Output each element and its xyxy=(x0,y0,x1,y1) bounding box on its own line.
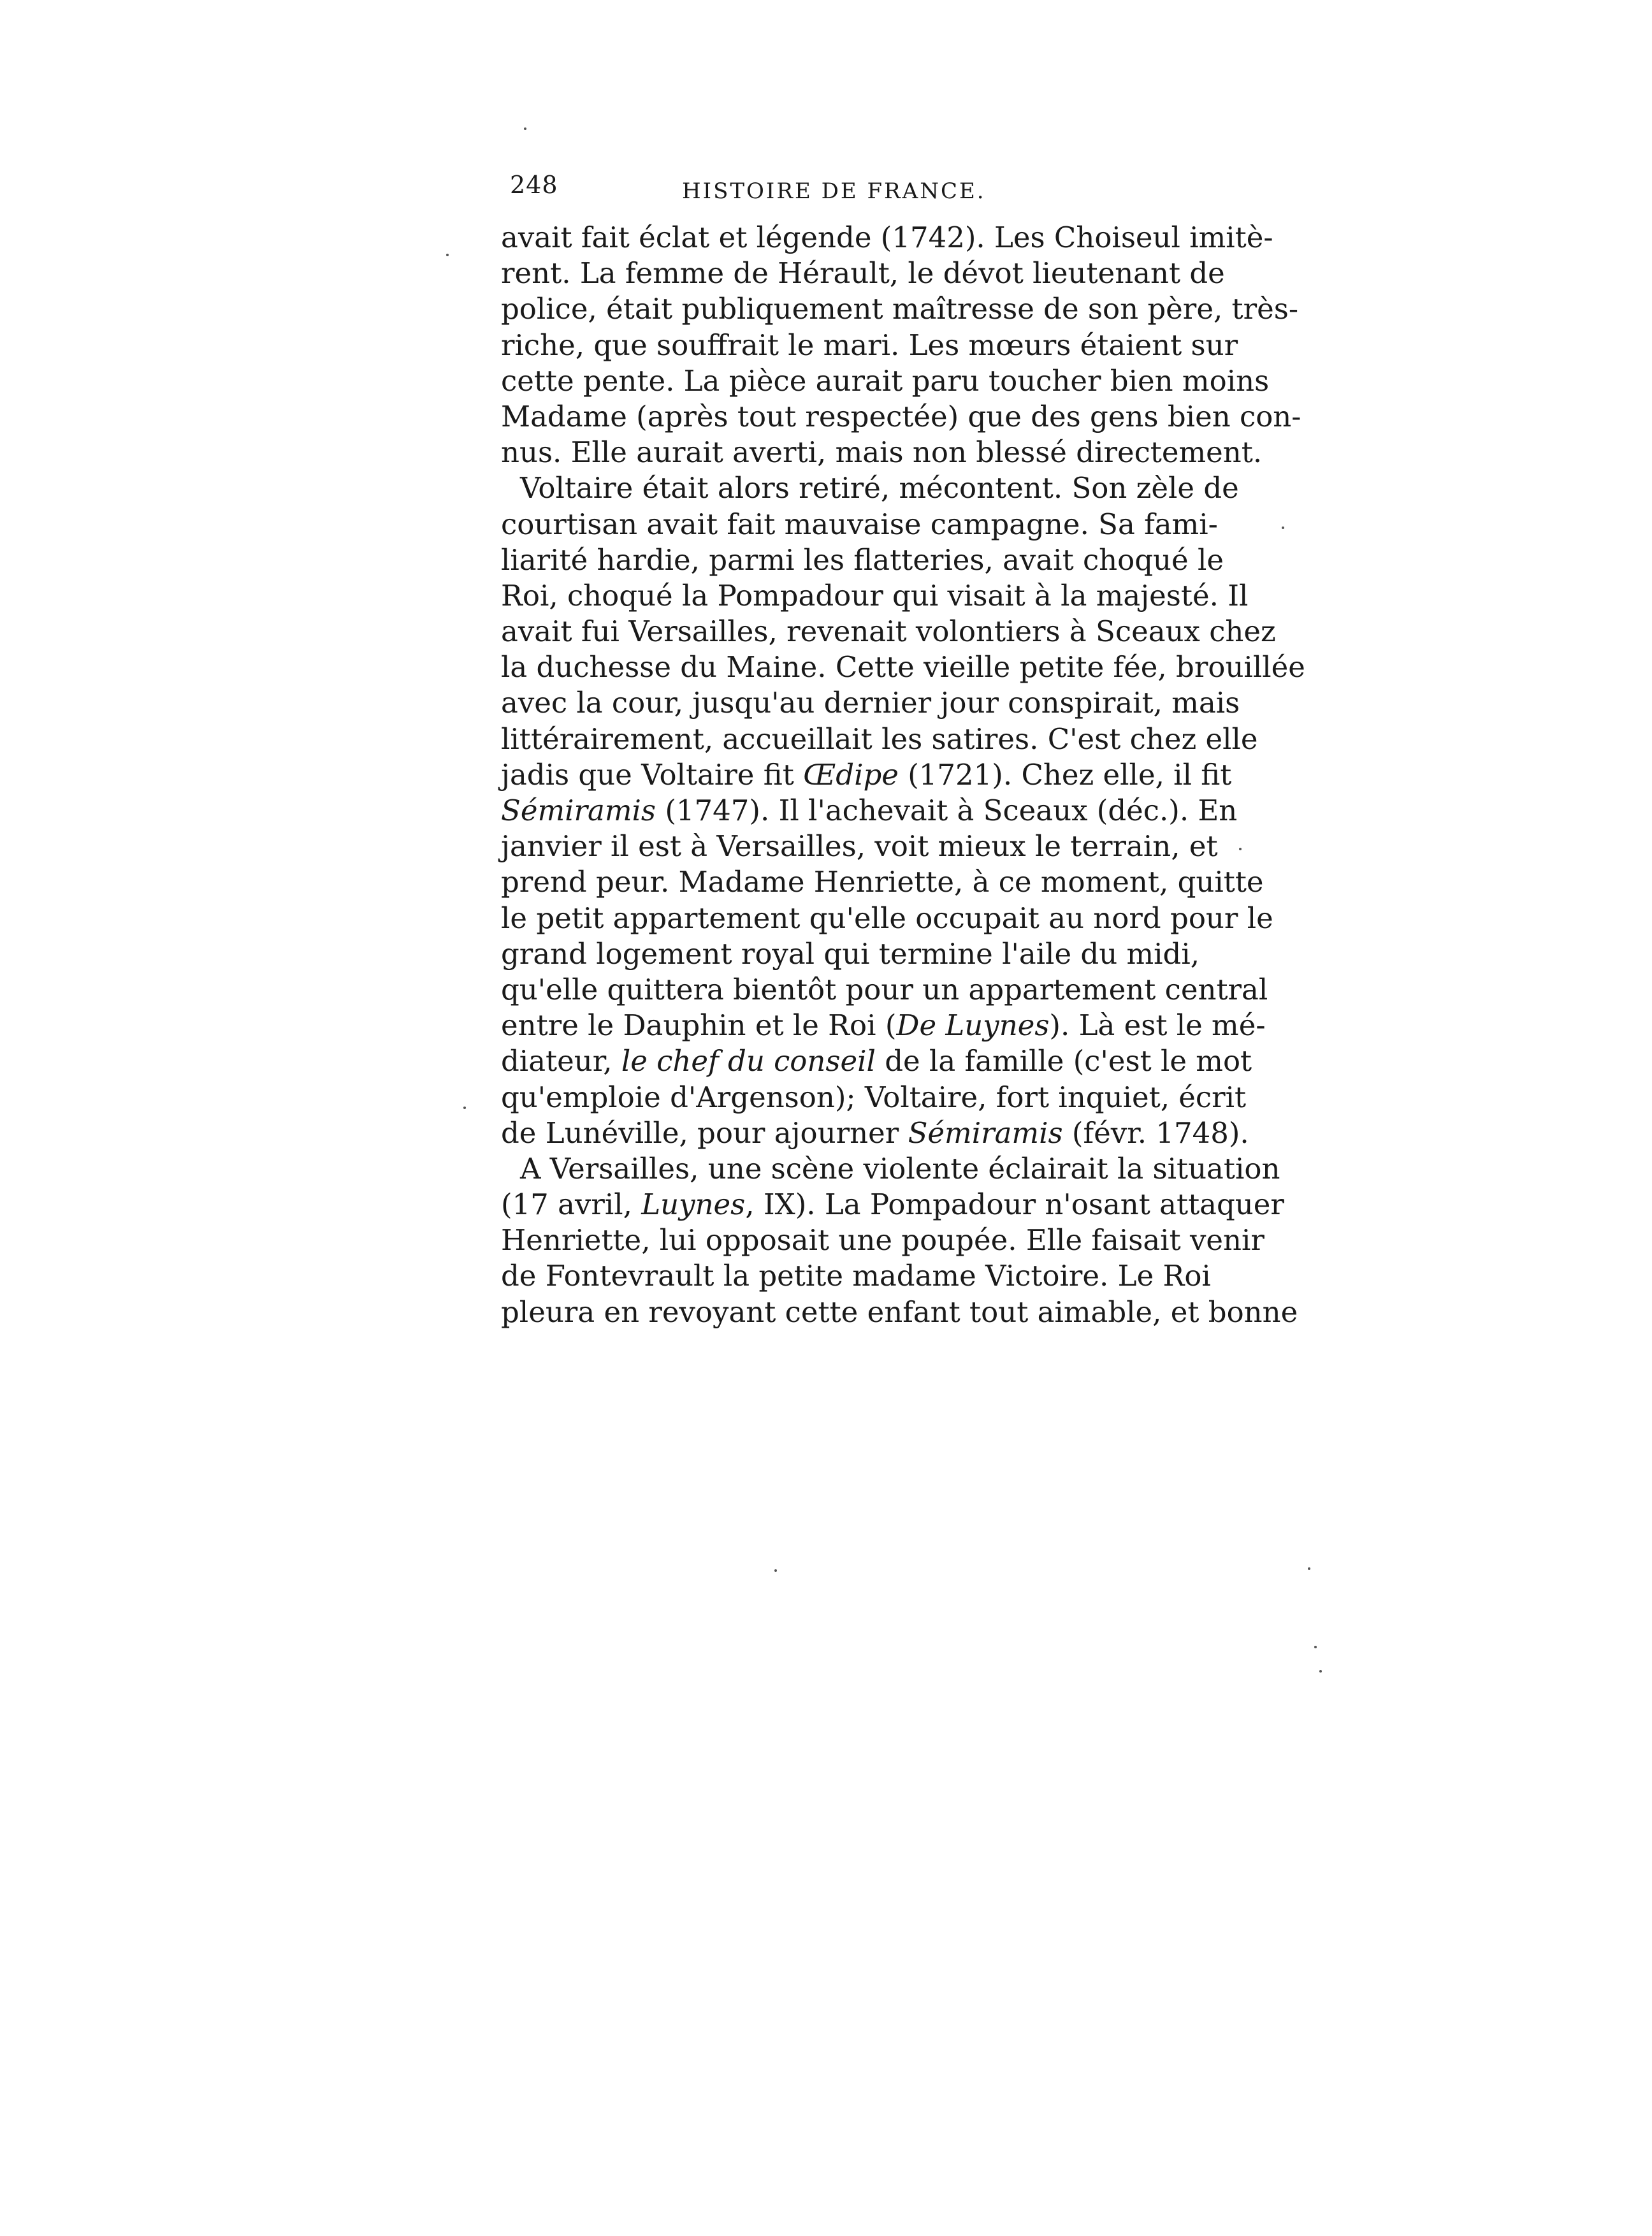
running-title: HISTOIRE DE FRANCE. xyxy=(682,178,986,204)
text-line: janvier il est à Versailles, voit mieux le terrain, et xyxy=(501,829,1218,864)
text-line: cette pente. La pièce aurait paru toucher bien moins xyxy=(501,363,1270,398)
scan-speck xyxy=(1282,526,1284,529)
text-line: nus. Elle aurait averti, mais non blessé directement. xyxy=(501,435,1263,470)
text-line: qu'emploie d'Argenson); Voltaire, fort inquiet, écrit xyxy=(501,1080,1247,1114)
text-line: qu'elle quittera bientôt pour un appartement central xyxy=(501,972,1268,1006)
scan-speck xyxy=(1319,1670,1322,1673)
text-segment: (1721). Chez elle, il fit xyxy=(898,757,1232,792)
paragraph-start-line: A Versailles, une scène violente éclairait la situation xyxy=(520,1151,1280,1186)
text-segment: entre le Dauphin et le Roi ( xyxy=(501,1008,897,1043)
text-line xyxy=(501,1008,1266,1043)
text-line xyxy=(501,1187,1284,1223)
scan-speck xyxy=(1314,1646,1317,1648)
italic-title: Sémiramis xyxy=(908,1115,1063,1150)
scan-speck xyxy=(1239,848,1242,850)
text-line xyxy=(501,757,1232,793)
text-segment: (17 avril, xyxy=(501,1187,642,1222)
text-line: Madame (après tout respectée) que des gens bien con- xyxy=(501,399,1301,433)
text-segment: ). Là est le mé- xyxy=(1049,1008,1266,1043)
text-line: avait fui Versailles, revenait volontiers à Sceaux chez xyxy=(501,614,1276,649)
text-line: courtisan avait fait mauvaise campagne. Sa fami- xyxy=(501,507,1218,541)
italic-title: Œdipe xyxy=(803,757,899,792)
italic-phrase: le chef du conseil xyxy=(621,1044,876,1078)
text-line: riche, que souffrait le mari. Les mœurs étaient sur xyxy=(501,328,1238,362)
text-line: avec la cour, jusqu'au dernier jour conspirait, mais xyxy=(501,686,1240,720)
paragraph-start-line: Voltaire était alors retiré, mécontent. Son zèle de xyxy=(520,471,1239,505)
text-segment: jadis que Voltaire fit xyxy=(501,757,804,792)
body-text xyxy=(501,220,1305,1330)
text-line: liarité hardie, parmi les flatteries, avait choqué le xyxy=(501,542,1224,577)
text-line: de Fontevrault la petite madame Victoire. Le Roi xyxy=(501,1259,1211,1293)
text-segment: de la famille (c'est le mot xyxy=(875,1044,1252,1078)
scan-speck xyxy=(524,127,526,130)
text-line: prend peur. Madame Henriette, à ce moment, quitte xyxy=(501,865,1264,899)
text-line xyxy=(501,793,1238,829)
text-line xyxy=(501,1043,1252,1079)
text-line: la duchesse du Maine. Cette vieille petite fée, brouillée xyxy=(501,650,1305,685)
italic-citation: De Luynes xyxy=(896,1008,1050,1043)
text-segment: , IX). La Pompadour n'osant attaquer xyxy=(745,1187,1284,1222)
text-segment: de Lunéville, pour ajourner xyxy=(501,1115,908,1150)
page-header xyxy=(510,171,1185,215)
text-segment: (févr. 1748). xyxy=(1062,1115,1249,1150)
italic-citation: Luynes xyxy=(641,1187,746,1222)
text-line: grand logement royal qui termine l'aile du midi, xyxy=(501,936,1200,971)
text-line: Henriette, lui opposait une poupée. Elle faisait venir xyxy=(501,1223,1264,1258)
text-segment: diateur, xyxy=(501,1044,621,1078)
page-number: 248 xyxy=(510,171,558,199)
scan-speck xyxy=(1308,1567,1310,1570)
text-line: rent. La femme de Hérault, le dévot lieutenant de xyxy=(501,256,1225,291)
text-line: pleura en revoyant cette enfant tout aimable, et bonne xyxy=(501,1295,1298,1329)
italic-title: Sémiramis xyxy=(501,794,656,827)
scan-speck xyxy=(446,254,449,256)
text-segment: (1747). Il l'achevait à Sceaux (déc.). En xyxy=(656,794,1238,827)
text-line: avait fait éclat et légende (1742). Les Choiseul imitè- xyxy=(501,221,1273,254)
text-line: littérairement, accueillait les satires. C'est chez elle xyxy=(501,722,1258,756)
scan-speck xyxy=(774,1569,777,1572)
text-line: police, était publiquement maîtresse de son père, très- xyxy=(501,292,1299,326)
text-line xyxy=(501,1115,1249,1151)
text-line: Roi, choqué la Pompadour qui visait à la majesté. Il xyxy=(501,578,1249,613)
scan-speck xyxy=(463,1107,466,1109)
text-line: le petit appartement qu'elle occupait au nord pour le xyxy=(501,901,1273,935)
